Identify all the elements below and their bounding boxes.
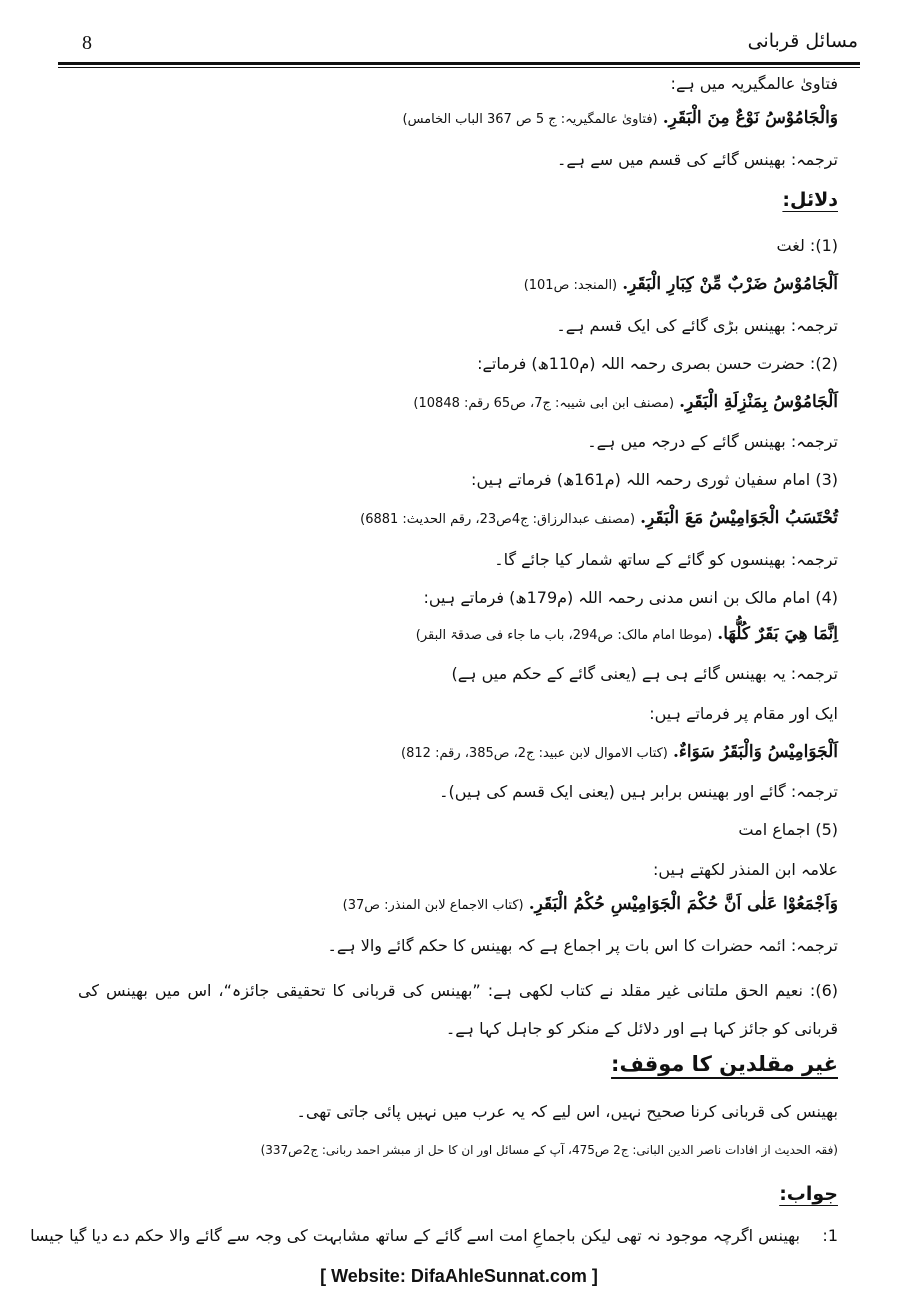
point-heading: (2): حضرت حسن بصری رحمہ اللہ (م110ھ) فرماتے: [477,354,838,373]
citation-line [403,106,838,132]
citation-line [413,390,838,416]
arabic-quote: اَلْجَامُوْسُ بِمَنْزِلَةِ الْبَقَرِ. [679,392,838,412]
translation-line: ترجمہ: گائے اور بھینس برابر ہیں (یعنی ایک قسم کی ہیں)۔ [439,782,838,801]
reference: (کتاب الاجماع لابن المنذر: ص37) [342,898,524,913]
section-heading-ghair-muqallideen: غیر مقلدین کا موقف: [611,1052,838,1076]
reference: (فتاویٰ عالمگیریہ: ج 5 ص 367 الباب الخامس) [402,112,658,127]
position-text: بھینس کی قربانی کرنا صحیح نہیں، اس لیے کہ یہ عرب میں نہیں پائی جاتی تھی۔ [296,1102,838,1121]
translation-line: ترجمہ: بھینسوں کو گائے کے ساتھ شمار کیا جائے گا۔ [494,550,838,569]
arabic-quote: اِنَّمَا هِيَ بَقَرٌ كُلُّهَا. [717,624,838,644]
paragraph-text: (6): نعیم الحق ملتانی غیر مقلد نے کتاب لکھی ہے: ”بھینس کی قربانی کا تحقیقی جائزہ“، اس میں بھینس کی قربانی کو جائز کہا ہے اور [78,981,838,1038]
translation-line: ترجمہ: ائمہ حضرات کا اس بات پر اجماع ہے کہ بھینس کا حکم گائے والا ہے۔ [327,936,838,955]
arabic-quote: اَلْجَوَامِيْسُ وَالْبَقَرُ سَوَاءٌ. [672,742,838,762]
book-title: مسائل قربانی [747,30,858,52]
text-line: علامہ ابن المنذر لکھتے ہیں: [652,860,838,879]
website-footer: [ Website: DifaAhleSunnat.com ] [320,1266,598,1286]
header-divider [58,62,860,65]
page-header [60,28,858,62]
reference: (کتاب الاموال لابن عبید: ج2، ص385، رقم: 812) [401,746,668,761]
citation-line [401,740,838,766]
paragraph-point-6 [78,972,838,1052]
section-heading-jawab: جواب: [779,1183,838,1205]
reference: (مصنف ابن ابی شیبہ: ج7، ص65 رقم: 10848) [413,396,675,411]
translation-line: ترجمہ: یہ بھینس گائے ہی ہے (یعنی گائے کے حکم میں ہے) [451,664,838,683]
intro-line: فتاویٰ عالمگیریہ میں ہے: [670,74,838,93]
point-heading: (4) امام مالک بن انس مدنی رحمہ اللہ (م179ھ) فرماتے ہیں: [423,588,838,607]
point-heading: (5) اجماع امت [738,820,838,839]
reference: (المنجد: ص101) [523,278,618,293]
citation-line [343,892,838,918]
citation-line [360,506,838,532]
point-heading: (1): لغت [776,236,838,255]
translation-line: ترجمہ: بھینس گائے کے درجہ میں ہے۔ [587,432,838,451]
arabic-quote: وَالْجَامُوْسُ نَوْعٌ مِنَ الْبَقَرِ. [662,108,838,128]
point-heading: (3) امام سفیان ثوری رحمہ اللہ (م161ھ) فرماتے ہیں: [471,470,838,489]
translation-line: ترجمہ: بھینس بڑی گائے کی ایک قسم ہے۔ [556,316,838,335]
answer-number: 1: [822,1226,838,1245]
header-divider-thin [58,67,860,68]
translation-line: ترجمہ: بھینس گائے کی قسم میں سے ہے۔ [557,150,838,169]
arabic-quote: وَاَجْمَعُوْا عَلٰى اَنَّ حُكْمَ الْجَوَامِيْسِ حُكْمُ الْبَقَرِ. [528,894,838,914]
arabic-quote: اَلْجَامُوْسُ ضَرْبٌ مِّنْ كِبَارِ الْبَقَرِ. [622,274,838,294]
citation-line [524,272,838,298]
text-line: ایک اور مقام پر فرماتے ہیں: [649,704,838,723]
reference-line: (فقہ الحدیث از افادات ناصر الدین البانی: ج2 ص475، آپ کے مسائل اور ان کا حل از مبشر احمد ربانی: ج2ص337) [260,1143,838,1157]
answer-text: بھینس اگرچہ موجود نہ تھی لیکن باجماعِ امت اسے گائے کے ساتھ مشابہت کی وجہ سے گائے والا حکم دے دیا گیا جیسا [30,1226,800,1245]
citation-line [416,622,838,648]
page-number: 8 [82,32,92,54]
arabic-quote: تُحْتَسَبُ الْجَوَامِيْسُ مَعَ الْبَقَرِ. [640,508,838,528]
paragraph-text: دلائل کے منکر کو جاہل کہا ہے۔ [445,1019,660,1038]
section-heading-dalail: دلائل: [782,189,838,211]
reference: (مصنف عبدالرزاق: ج4ص23، رقم الحدیث: 6881) [360,512,636,527]
reference: (موطا امام مالک: ص294، باب ما جاء فی صدقۃ البقر) [415,628,713,643]
